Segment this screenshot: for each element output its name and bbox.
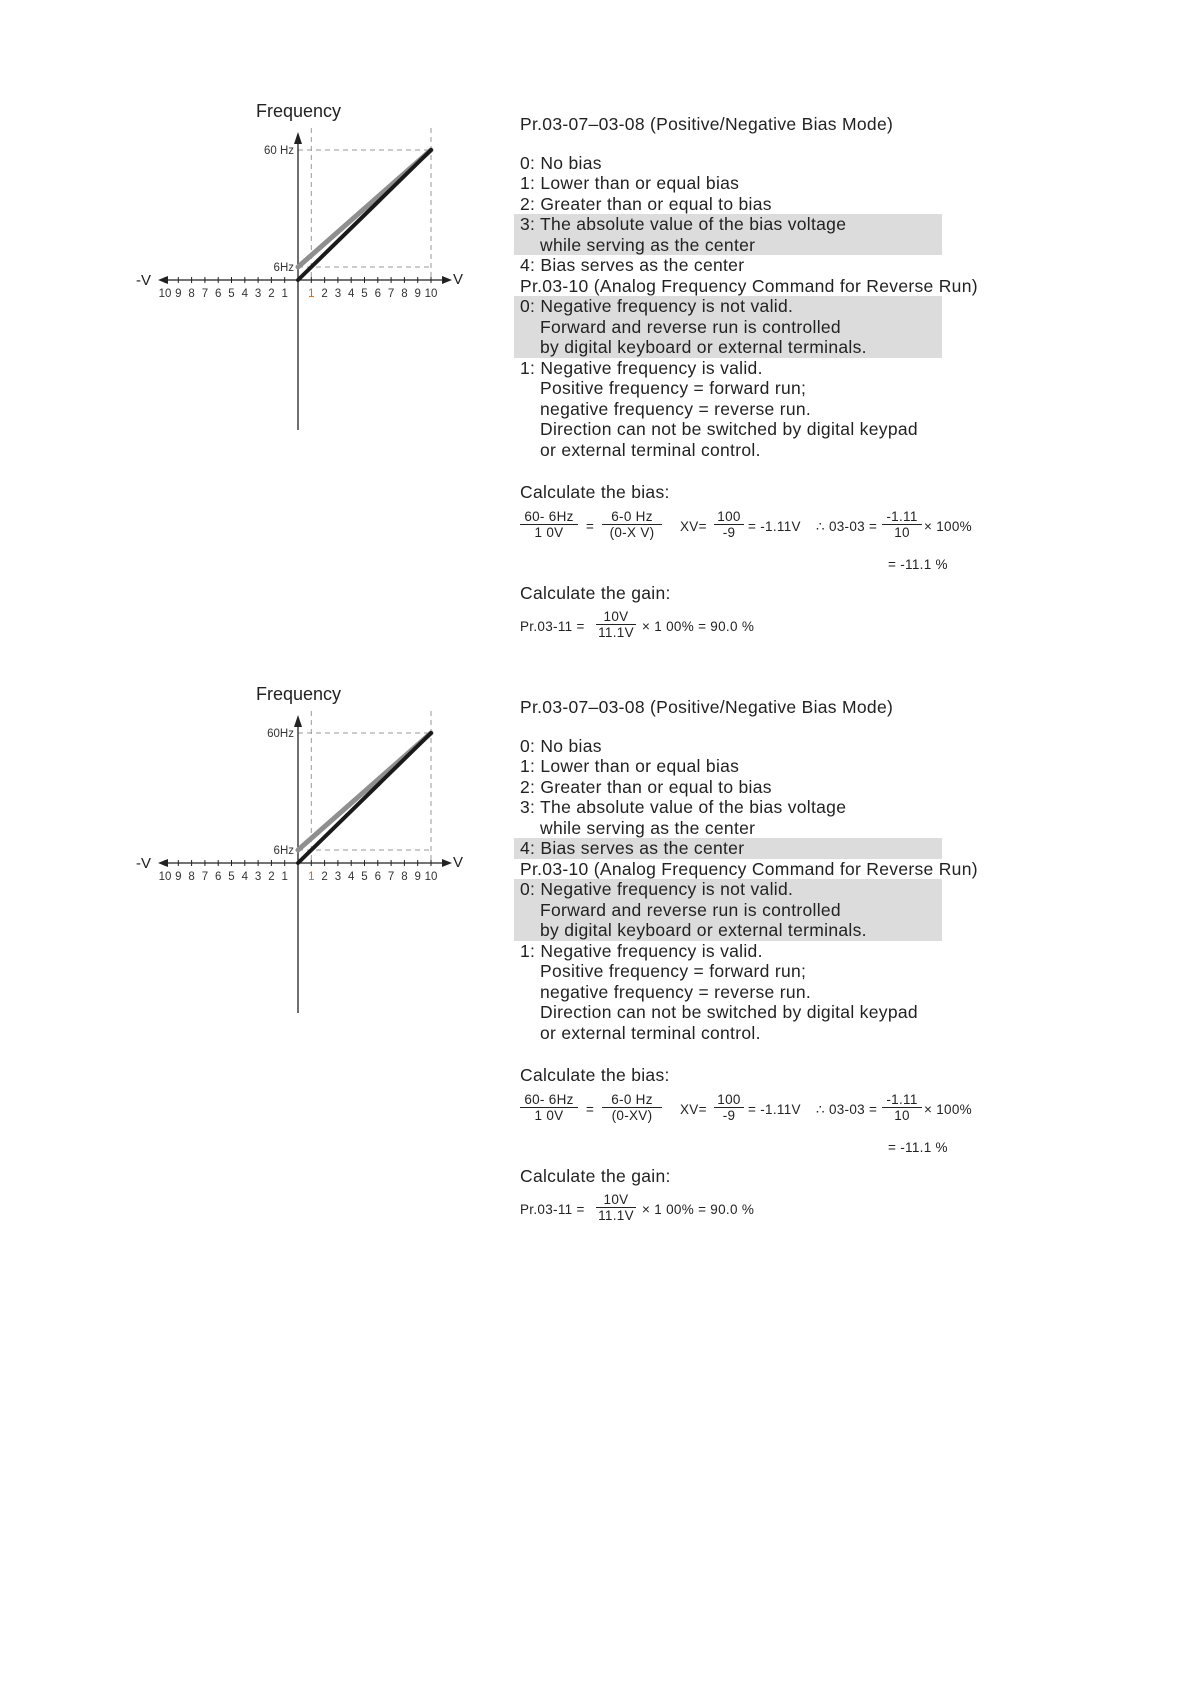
x-tick-label: 3 [334, 288, 342, 300]
bias-mode-4: 4: Bias serves as the center [520, 255, 745, 275]
gain-den: 11.1V [598, 625, 634, 640]
xv-result: = -1.11V [748, 518, 801, 534]
bias-lhs-num: 60- 6Hz [520, 1092, 578, 1108]
gain-formula [520, 609, 1060, 645]
reverse-opt-1-line4: Direction can not be switched by digital keypad [540, 1002, 918, 1022]
x-axis-arrow-right [442, 276, 452, 284]
reverse-opt-0: 0: Negative frequency is not valid. [520, 296, 794, 316]
reverse-opt-1-line5: or external terminal control. [540, 439, 761, 460]
parameter-text-1 [520, 114, 1060, 645]
bias-rhs-num: 6-0 Hz [602, 1092, 662, 1108]
calc-bias-title: Calculate the bias: [520, 482, 670, 502]
reverse-opt-0: 0: Negative frequency is not valid. [520, 879, 794, 899]
pr-0303-den: 10 [894, 524, 910, 540]
parameter-text-2 [520, 697, 1060, 1228]
x-tick-label: 7 [387, 288, 395, 300]
bias-mode-3: 3: The absolute value of the bias voltage [520, 214, 847, 234]
bias-formula [520, 1092, 1060, 1138]
neg-axis-label: -V [136, 855, 151, 872]
x-tick-label: 2 [268, 871, 275, 883]
bias-mode-2: 2: Greater than or equal to bias [520, 776, 772, 797]
bias-mode-header: Pr.03-07–03-08 (Positive/Negative Bias Mode) [520, 697, 894, 717]
reverse-opt-1-line2: Positive frequency = forward run; [540, 378, 807, 398]
pr-0303-mult: × 100% [924, 518, 972, 534]
bias-rhs-den: (0-X V) [609, 524, 655, 540]
xv-fraction [714, 1092, 744, 1123]
pos-axis-label: V [453, 854, 464, 871]
frequency-graph-svg-1 [130, 100, 500, 470]
xv-den: -9 [722, 1107, 736, 1123]
bias-eq: = [586, 518, 595, 534]
calc-gain-title: Calculate the gain: [520, 1165, 671, 1186]
x-tick-label: 9 [414, 871, 421, 883]
x-tick-label: 3 [254, 871, 262, 883]
gain-result: × 1 00% = 90.0 % [642, 1202, 755, 1217]
x-tick-label: 9 [414, 288, 421, 300]
bias-rhs-fraction [602, 1092, 662, 1123]
xv-result: = -1.11V [748, 1101, 801, 1117]
reverse-opt-1: 1: Negative frequency is valid. [520, 940, 763, 961]
bias-mode-3-cont: while serving as the center [540, 817, 756, 838]
x-axis-arrow-left [158, 276, 168, 284]
pr-0303-den: 10 [894, 1107, 910, 1123]
graph-title: Frequency [256, 684, 342, 704]
x-tick-label: 8 [401, 871, 408, 883]
bias-lhs-den: 1 0V [534, 1107, 564, 1123]
xv-den: -9 [722, 524, 736, 540]
y-top-label: 60 Hz [263, 145, 294, 157]
x-tick-label: 6 [214, 871, 222, 883]
bias-eq: = [586, 1101, 595, 1117]
x-axis-arrow-right [442, 859, 452, 867]
reverse-opt-0-highlight [514, 296, 942, 358]
reverse-opt-0-line3: by digital keyboard or external terminals. [540, 920, 867, 940]
bias-mode-1: 1: Lower than or equal bias [520, 756, 740, 776]
reverse-opt-1: 1: Negative frequency is valid. [520, 357, 763, 378]
gain-formula [520, 1192, 1060, 1228]
gain-result: × 1 00% = 90.0 % [642, 619, 755, 634]
x-tick-label: 10 [424, 288, 438, 300]
pr-0303-fraction [882, 1092, 922, 1123]
bias-lhs-num: 60- 6Hz [520, 509, 578, 525]
neg-axis-label: -V [136, 272, 151, 289]
bias-mode-3-cont: while serving as the center [540, 234, 756, 255]
pr-0303-result: = -11.1 % [888, 1139, 948, 1155]
x-tick-label: 2 [268, 288, 275, 300]
bias-formula [520, 509, 1060, 555]
y-axis-arrow [294, 132, 302, 144]
gain-series-line [298, 150, 431, 280]
pr-0303-mult: × 100% [924, 1101, 972, 1117]
gain-fraction [596, 609, 636, 640]
x-tick-label: 7 [201, 871, 209, 883]
pr-0303-result: = -11.1 % [888, 556, 948, 572]
reverse-run-header: Pr.03-10 (Analog Frequency Command for Reverse Run) [520, 858, 978, 879]
reverse-run-header: Pr.03-10 (Analog Frequency Command for Reverse Run) [520, 275, 978, 296]
x-tick-label: 6 [374, 288, 382, 300]
calc-gain-title: Calculate the gain: [520, 582, 671, 603]
bias-lhs-den: 1 0V [534, 524, 564, 540]
y-bias-label: 6Hz [273, 262, 294, 274]
bias-mode-2: 2: Greater than or equal to bias [520, 193, 772, 214]
x-tick-label: 4 [241, 871, 249, 883]
graph-title: Frequency [256, 101, 342, 121]
gain-num: 10V [596, 1192, 636, 1208]
bias-rhs-fraction [602, 509, 662, 540]
x-tick-label: 8 [188, 288, 195, 300]
gain-den: 11.1V [598, 1208, 634, 1223]
bias-mode-3: 3: The absolute value of the bias voltage [520, 797, 847, 817]
reverse-opt-0-line3: by digital keyboard or external terminals. [540, 337, 867, 357]
x-tick-label: 5 [228, 288, 235, 300]
x-tick-label: 8 [188, 871, 195, 883]
x-tick-label: 2 [321, 871, 328, 883]
x-tick-label: 5 [361, 288, 368, 300]
bias-mode-0: 0: No bias [520, 735, 602, 756]
pos-axis-label: V [453, 271, 464, 288]
reverse-opt-1-line4: Direction can not be switched by digital keypad [540, 419, 918, 439]
gain-series-line [298, 733, 431, 863]
x-tick-label: 1 [281, 288, 288, 300]
x-tick-label: 4 [347, 288, 355, 300]
bias-rhs-den: (0-XV) [611, 1107, 653, 1123]
frequency-graph-2 [130, 683, 500, 1053]
pr-0303-result-row [520, 1138, 1060, 1158]
y-top-label: 60Hz [267, 728, 294, 740]
x-tick-label: 1 [308, 871, 315, 883]
gain-label: Pr.03-11 = [520, 1202, 585, 1217]
x-tick-label: 6 [214, 288, 222, 300]
reverse-opt-0-line2: Forward and reverse run is controlled [540, 316, 841, 337]
pr-0303-fraction [882, 509, 922, 540]
section-2 [0, 683, 1191, 1263]
x-tick-label: 8 [401, 288, 408, 300]
x-axis-arrow-left [158, 859, 168, 867]
x-tick-label: 10 [158, 871, 172, 883]
y-axis-arrow [294, 715, 302, 727]
y-bias-label: 6Hz [273, 845, 294, 857]
pr-0303-result-row [520, 555, 1060, 575]
x-tick-label: 5 [361, 871, 368, 883]
bias-mode-3-highlight [514, 214, 942, 255]
reverse-opt-1-line3: negative frequency = reverse run. [540, 981, 812, 1002]
bias-lhs-fraction [520, 1092, 578, 1123]
x-tick-label: 2 [321, 288, 328, 300]
bias-mode-4: 4: Bias serves as the center [520, 838, 745, 858]
calc-bias-title: Calculate the bias: [520, 1065, 670, 1085]
x-tick-label: 1 [281, 871, 288, 883]
section-1 [0, 100, 1191, 680]
x-tick-label: 6 [374, 871, 382, 883]
xv-fraction [714, 509, 744, 540]
frequency-graph-svg-2 [130, 683, 500, 1053]
x-tick-label: 10 [424, 871, 438, 883]
pr-0303-num: -1.11 [882, 509, 922, 525]
x-tick-label: 3 [254, 288, 262, 300]
pr-0303-label: ∴ 03-03 = [816, 1101, 878, 1117]
bias-rhs-num: 6-0 Hz [602, 509, 662, 525]
reverse-opt-1-line5: or external terminal control. [540, 1022, 761, 1043]
reverse-opt-1-line3: negative frequency = reverse run. [540, 398, 812, 419]
reverse-opt-1-line2: Positive frequency = forward run; [540, 961, 807, 981]
bias-mode-1: 1: Lower than or equal bias [520, 173, 740, 193]
pr-0303-label: ∴ 03-03 = [816, 518, 878, 534]
bias-mode-header: Pr.03-07–03-08 (Positive/Negative Bias Mode) [520, 114, 894, 134]
x-tick-label: 9 [175, 871, 182, 883]
x-tick-label: 10 [158, 288, 172, 300]
x-tick-label: 5 [228, 871, 235, 883]
xv-label: XV= [680, 1101, 707, 1117]
reverse-opt-0-line2: Forward and reverse run is controlled [540, 899, 841, 920]
bias-lhs-fraction [520, 509, 578, 540]
x-tick-label: 4 [241, 288, 249, 300]
frequency-graph-1 [130, 100, 500, 470]
reverse-opt-0-highlight [514, 879, 942, 941]
bias-mode-4-highlight [514, 838, 942, 859]
x-tick-label: 1 [308, 288, 315, 300]
xv-num: 100 [714, 509, 744, 525]
gain-num: 10V [596, 609, 636, 625]
x-tick-label: 3 [334, 871, 342, 883]
x-tick-label: 7 [201, 288, 209, 300]
xv-num: 100 [714, 1092, 744, 1108]
gain-fraction [596, 1192, 636, 1223]
xv-label: XV= [680, 518, 707, 534]
x-tick-label: 7 [387, 871, 395, 883]
gain-label: Pr.03-11 = [520, 619, 585, 634]
x-tick-label: 4 [347, 871, 355, 883]
pr-0303-num: -1.11 [882, 1092, 922, 1108]
x-tick-label: 9 [175, 288, 182, 300]
bias-mode-0: 0: No bias [520, 152, 602, 173]
